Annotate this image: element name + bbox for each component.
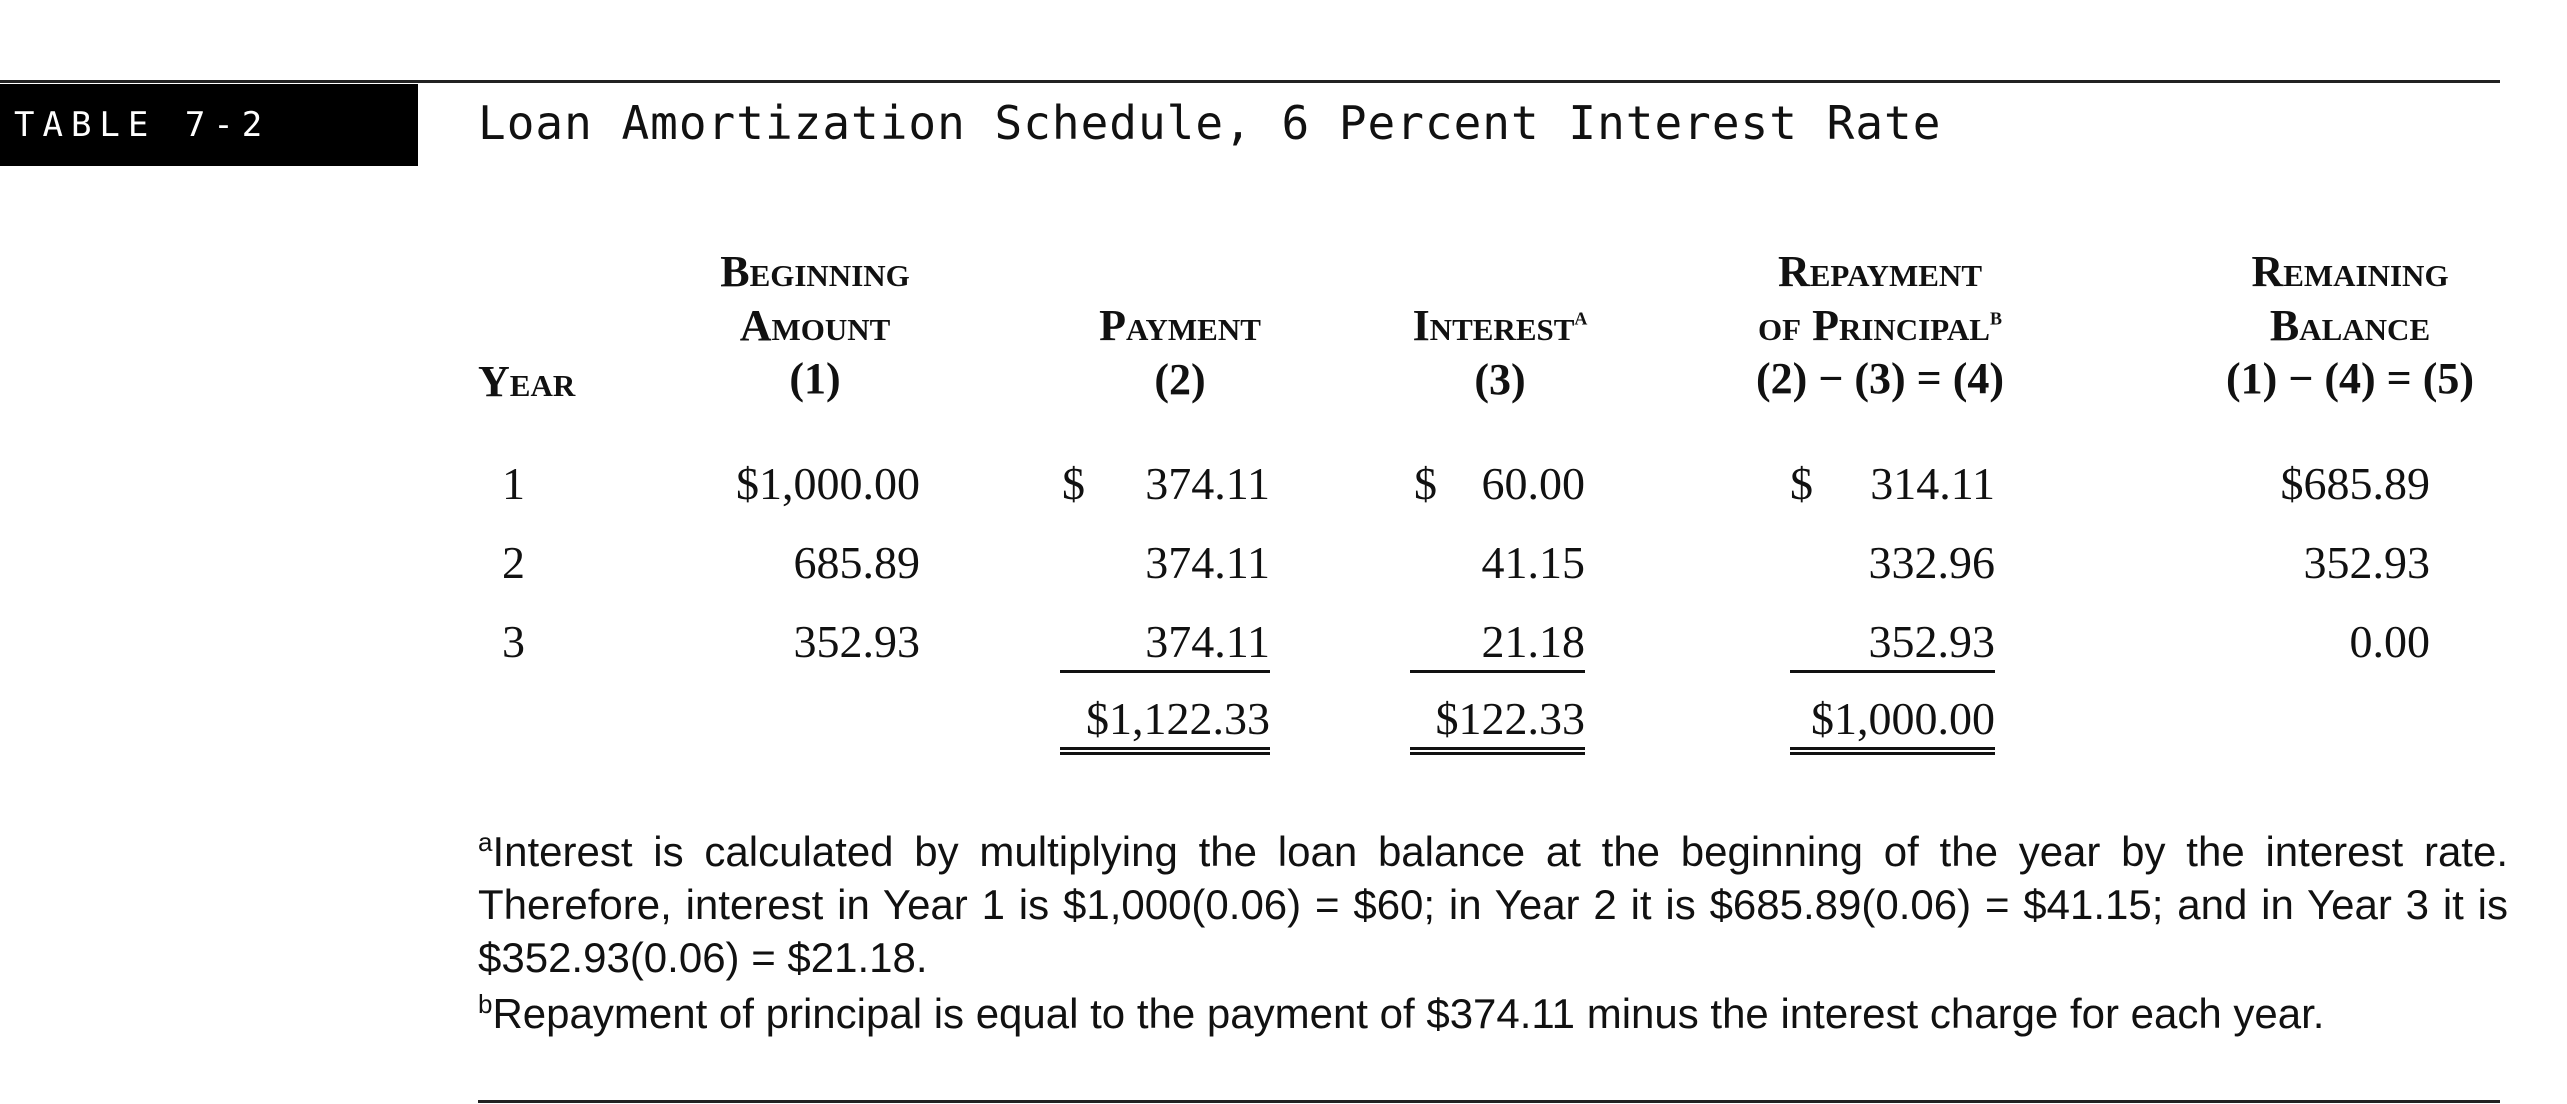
payment-cell: 374.11: [1145, 458, 1270, 509]
header-line: Balance: [2269, 300, 2431, 350]
footnote-a: [478, 826, 2508, 985]
header-repayment-of-principal: [1700, 245, 2060, 406]
footnote-b: [478, 988, 2508, 1041]
footnote-b-text: Repayment of principal is equal to the payment of $374.11 minus the interest charge for each year.: [492, 990, 2325, 1037]
footnote-mark: b: [1989, 301, 2002, 331]
header-remaining-balance: [2170, 245, 2530, 406]
beginning-amount-cell: 352.93: [793, 616, 920, 667]
header-number: (2) − (3) = (4): [1755, 354, 2005, 404]
year-cell: 2: [502, 537, 525, 588]
footnote-mark: a: [478, 827, 493, 857]
header-payment: [1030, 299, 1330, 406]
header-line: Beginning: [720, 247, 910, 296]
header-number: (2): [1154, 354, 1206, 404]
payment-cell: 374.11: [1145, 537, 1270, 588]
principal-cell: 332.96: [1868, 537, 1995, 588]
principal-cell: 352.93: [1790, 615, 1995, 673]
year-cell: 3: [502, 616, 525, 667]
remaining-balance-cell: 352.93: [2303, 537, 2430, 588]
footnote-a-text: Interest is calculated by multiplying the loan balance at the beginning of the year by the interest rate. Therefore, interest in Year 1 is $1,000(0.06) = $60; in Year 2 it is $685.89(0.06) = $41.15; and in Year 3 it is $352.93(0.06) = $21.18.: [478, 828, 2508, 981]
header-number: (1) − (4) = (5): [2225, 354, 2475, 404]
interest-dollar-sign: $: [1414, 458, 1437, 509]
remaining-balance-cell: 0.00: [2349, 616, 2430, 667]
remaining-balance-cell: $685.89: [2280, 458, 2430, 509]
header-year: [478, 355, 608, 409]
footnote-mark: b: [478, 989, 493, 1019]
header-beginning-amount: [640, 245, 990, 406]
header-year-label: Year: [478, 357, 576, 406]
principal-dollar-sign: $: [1790, 458, 1813, 509]
table-label: [0, 84, 418, 166]
bottom-rule: [478, 1100, 2500, 1103]
header-number: (3): [1474, 354, 1526, 404]
beginning-amount-cell: 685.89: [793, 537, 920, 588]
interest-cell: 41.15: [1481, 537, 1585, 588]
header-line: Repayment: [1777, 247, 1983, 296]
table-title: Loan Amortization Schedule, 6 Percent Interest Rate: [478, 96, 1942, 150]
header-number: (1): [789, 354, 841, 404]
principal-total: $1,000.00: [1790, 692, 1995, 755]
header-line: of Principal: [1758, 300, 1990, 350]
payment-total: $1,122.33: [1060, 692, 1270, 755]
principal-cell: 314.11: [1870, 458, 1995, 509]
header-line: Payment: [1099, 301, 1261, 350]
header-line: Remaining: [2251, 247, 2449, 296]
header-interest: [1360, 299, 1640, 406]
top-rule: [0, 80, 2500, 83]
interest-cell: 60.00: [1481, 458, 1585, 509]
payment-dollar-sign: $: [1062, 458, 1085, 509]
header-line: Interest: [1412, 301, 1575, 350]
year-cell: 1: [502, 458, 525, 509]
interest-cell: 21.18: [1410, 615, 1585, 673]
table-label-text: TABLE 7-2: [14, 105, 271, 145]
header-line: Amount: [739, 300, 891, 350]
footnote-mark: a: [1574, 301, 1588, 331]
payment-cell: 374.11: [1060, 615, 1270, 673]
beginning-amount-cell: $1,000.00: [736, 458, 920, 509]
interest-total: $122.33: [1410, 692, 1585, 755]
